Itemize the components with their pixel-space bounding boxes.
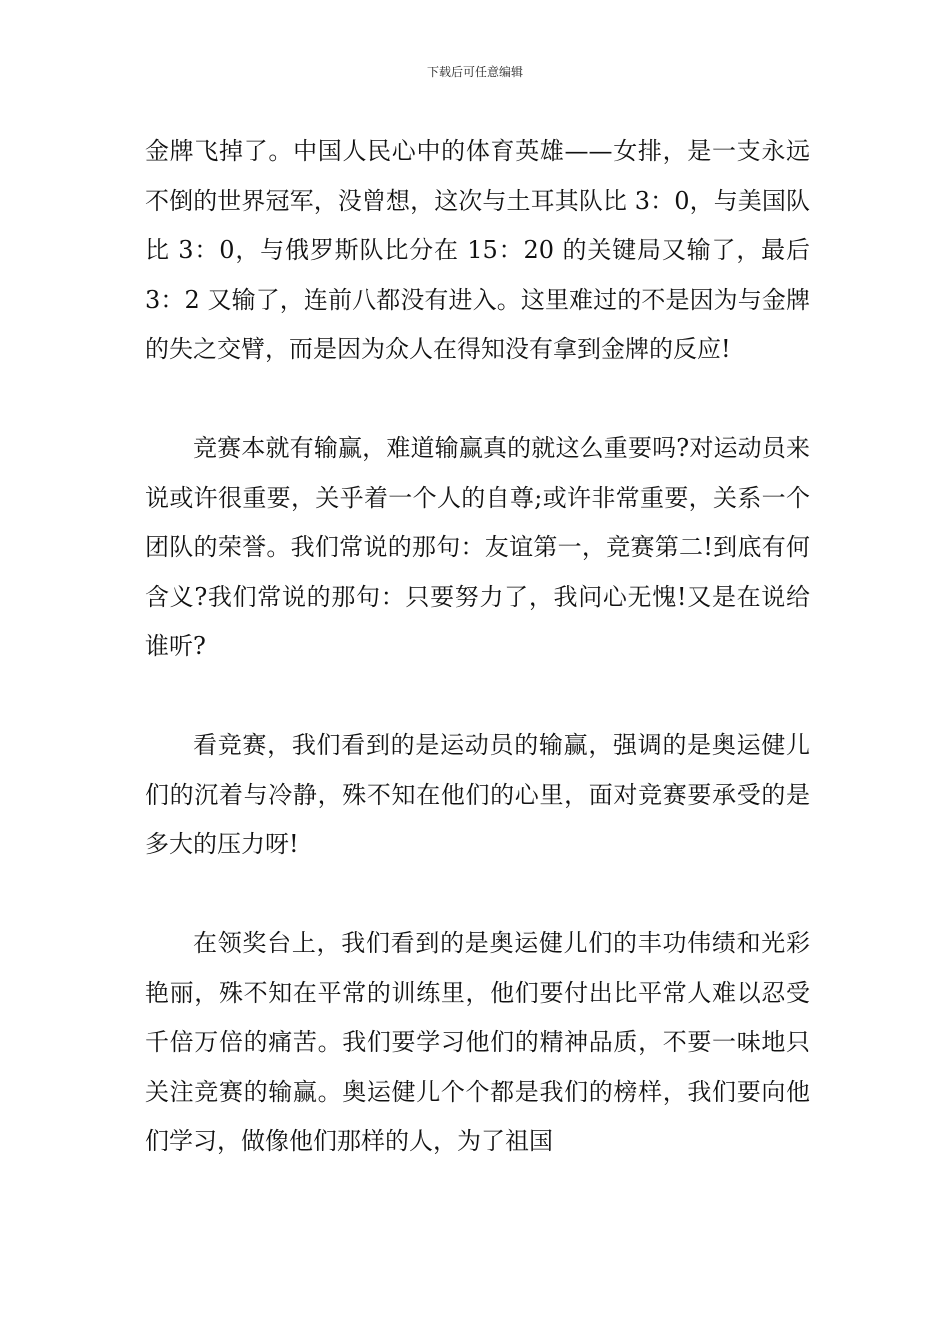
paragraph-4: 在领奖台上，我们看到的是奥运健儿们的丰功伟绩和光彩艳丽，殊不知在平常的训练里，他们要付出比平常人难以忍受千倍万倍的痛苦。我们要学习他们的精神品质，不要一味地只关注竞赛的输赢。奥运健儿个个都是我们的榜样，我们要向他们学习，做像他们那样的人，为了祖国 (145, 929, 810, 1155)
paragraph-gap (145, 672, 810, 722)
paragraph-1: 金牌飞掉了。中国人民心中的体育英雄——女排，是一支永远不倒的世界冠军，没曾想，这次与土耳其队比 3：0，与美国队比 3：0，与俄罗斯队比分在 15：20 的关键局又输了，最后 3：2 又输了，连前八都没有进入。这里难过的不是因为与金牌的失之交臂，而是因为众人在得知没有拿到金牌的反应! (145, 137, 810, 363)
paragraph-3: 看竞赛，我们看到的是运动员的输赢，强调的是奥运健儿们的沉着与冷静，殊不知在他们的心里，面对竞赛要承受的是多大的压力呀! (145, 731, 810, 858)
page-header-note: 下载后可任意编辑 (426, 65, 523, 79)
paragraph-gap (145, 375, 810, 425)
document-body (145, 127, 810, 1167)
paragraph-2: 竞赛本就有输赢，难道输赢真的就这么重要吗?对运动员来说或许很重要，关乎着一个人的自尊;或许非常重要，关系一个团队的荣誉。我们常说的那句：友谊第一，竞赛第二!到底有何含义?我们常说的那句：只要努力了，我问心无愧!又是在说给谁听? (145, 434, 810, 660)
paragraph-gap (145, 870, 810, 920)
